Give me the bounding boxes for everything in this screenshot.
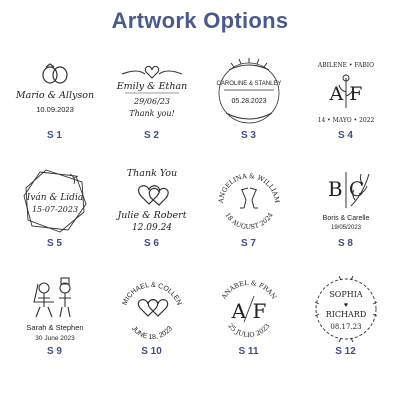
thanks-text: Thank You [126, 167, 178, 179]
page-title: Artwork Options [111, 8, 289, 33]
two-hearts-icon [139, 186, 169, 205]
thanks-text: Thank you! [129, 109, 175, 118]
artwork-preview [311, 58, 381, 128]
date-text: 19/05/2023 [330, 224, 362, 231]
artwork-option-s7[interactable] [200, 166, 297, 251]
names-text: Sarah & Stephen [26, 322, 84, 332]
artwork-preview [117, 58, 187, 128]
option-code: S 9 [46, 345, 62, 357]
wedding-rings-icon [43, 64, 67, 83]
names-text: Julie & Robert [117, 209, 187, 221]
option-code: S 8 [337, 237, 353, 249]
artwork-option-s4[interactable] [297, 58, 394, 143]
artwork-grid [6, 58, 394, 398]
artwork-preview [214, 58, 284, 128]
date-text: 10.09.2023 [36, 105, 74, 114]
option-code: S 12 [335, 345, 356, 357]
option-code: S 4 [337, 130, 353, 141]
artwork-option-s11[interactable] [200, 274, 297, 359]
artwork-option-s6[interactable] [103, 166, 200, 251]
date-text: 29/06/23 [134, 97, 170, 106]
artwork-preview [117, 166, 187, 236]
option-code: S 10 [141, 345, 162, 357]
heart-icon: ♥ [343, 301, 349, 309]
artwork-preview [117, 274, 187, 344]
option-code: S 5 [46, 237, 62, 249]
date-text: 08.17.23 [330, 322, 362, 331]
artwork-option-s10[interactable] [103, 274, 200, 359]
names-text: ANGELINA & WILLIAM [216, 171, 282, 204]
names-text: Mario & Allyson [15, 90, 95, 101]
initials-text: A F [329, 83, 363, 105]
option-code: S 3 [240, 130, 256, 141]
option-code: S 7 [240, 237, 256, 249]
initials-text: B C [327, 176, 365, 201]
name-two-text: RICHARD [325, 309, 367, 319]
date-text: 25 JULIO 2023 [226, 321, 272, 340]
initials-text: A F [231, 298, 267, 323]
artwork-option-s8[interactable] [297, 166, 394, 251]
artwork-option-s3[interactable] [200, 58, 297, 143]
name-one-text: SOPHIA [329, 289, 363, 299]
date-text: 15-07-2023 [31, 204, 79, 214]
artwork-preview [20, 166, 90, 236]
names-text: MICHAEL & COLLEN [121, 281, 183, 307]
artwork-option-s1[interactable] [6, 58, 103, 143]
artwork-preview [214, 166, 284, 236]
date-text: 30 June 2023 [35, 334, 75, 342]
laurel-wreath-icon [219, 58, 279, 123]
names-text: ABILENE • FABIO [317, 62, 375, 69]
names-text: CAROLINE & STANLEY [216, 81, 282, 87]
bride-groom-figures-icon [34, 278, 71, 317]
two-hearts-icon [138, 300, 167, 316]
artwork-option-s9[interactable] [6, 274, 103, 359]
date-text: 18 AUGUST 2024 [223, 211, 275, 232]
option-code: S 2 [143, 130, 159, 141]
artwork-option-s2[interactable] [103, 58, 200, 143]
artwork-preview [214, 274, 284, 344]
names-text: Boris & Carelle [322, 214, 370, 222]
option-code: S 1 [46, 130, 62, 141]
artwork-preview [311, 274, 381, 344]
date-text: JUNE 18, 2023 [129, 325, 175, 341]
names-text: Iván & Lidia [26, 192, 84, 203]
date-text: 14 • MAYO • 2022 [317, 117, 375, 124]
artwork-option-s12[interactable] [297, 274, 394, 359]
floral-wreath-icon [315, 276, 377, 342]
option-code: S 11 [238, 345, 259, 357]
artwork-preview [15, 58, 95, 128]
names-text: Emily & Ethan [116, 81, 188, 92]
date-text: 12.09.24 [131, 222, 173, 233]
date-text: 05.28.2023 [231, 98, 267, 105]
names-text: ANABEL & FRAN [219, 278, 279, 301]
hearts-swirl-icon [122, 66, 182, 78]
option-code: S 6 [143, 237, 159, 249]
artwork-preview [20, 274, 90, 344]
artwork-preview [311, 166, 381, 236]
artwork-option-s5[interactable] [6, 166, 103, 251]
champagne-glasses-icon [240, 188, 258, 208]
